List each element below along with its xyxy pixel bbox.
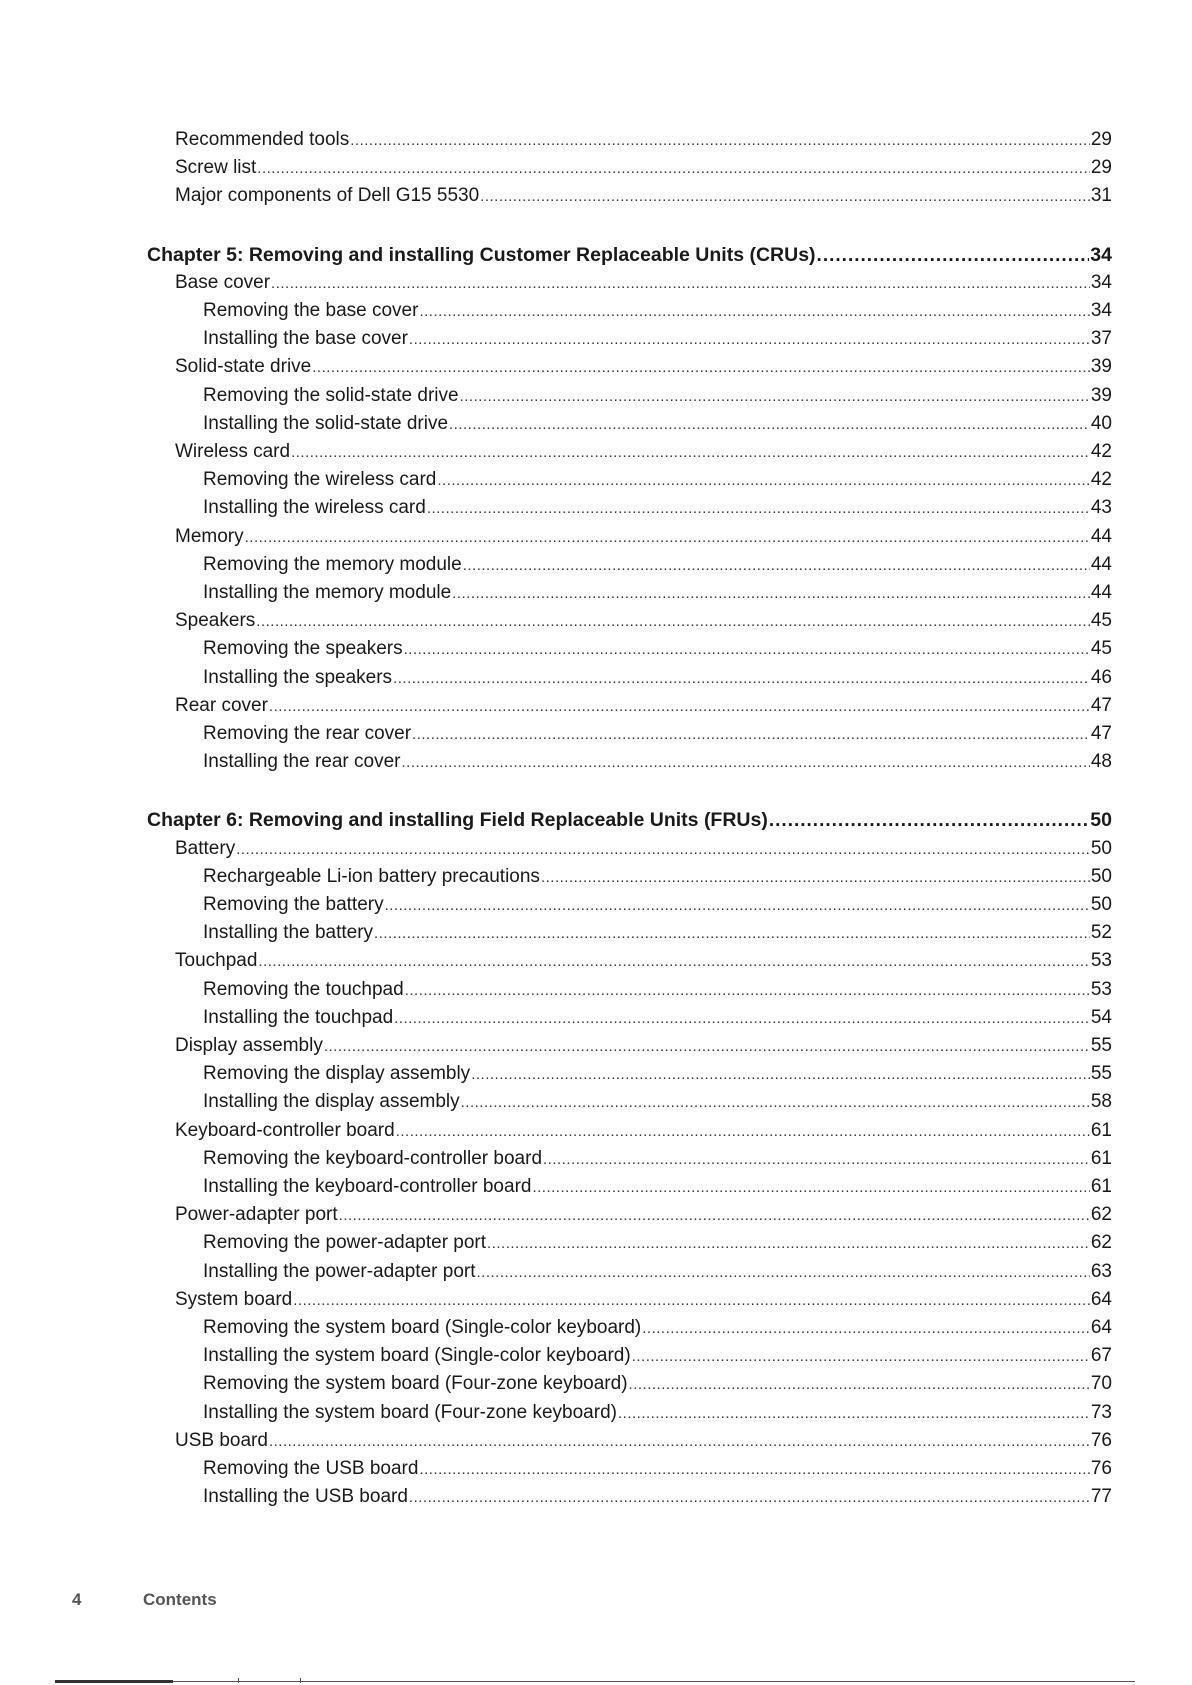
toc-dot-leader — [269, 693, 1090, 721]
toc-entry-label: Removing the display assembly — [203, 1063, 471, 1085]
toc-entry[interactable] — [203, 1258, 1112, 1287]
toc-dot-leader — [269, 1428, 1090, 1456]
toc-entry-label: Touchpad — [175, 950, 258, 972]
toc-dot-leader — [419, 1456, 1089, 1484]
toc-entry-page-number: 34 — [1090, 271, 1112, 293]
toc-entry[interactable] — [203, 1145, 1112, 1174]
toc-entry-label: Removing the USB board — [203, 1458, 419, 1479]
toc-entry-page-number: 52 — [1090, 922, 1112, 944]
toc-entry[interactable] — [175, 1201, 1112, 1230]
toc-entry[interactable] — [175, 353, 1112, 382]
toc-entry[interactable] — [203, 919, 1112, 948]
toc-entry[interactable] — [175, 182, 1112, 211]
toc-entry[interactable] — [203, 1173, 1112, 1202]
toc-dot-leader — [236, 836, 1090, 864]
toc-entry[interactable] — [175, 947, 1112, 976]
toc-entry[interactable] — [203, 466, 1112, 495]
toc-dot-leader — [350, 127, 1090, 155]
toc-dot-leader — [427, 495, 1090, 523]
footer-section-name: Contents — [143, 1590, 217, 1609]
toc-entry-page-number: 44 — [1090, 582, 1112, 603]
toc-entry[interactable] — [175, 523, 1112, 552]
toc-dot-leader — [543, 1146, 1090, 1174]
toc-entry-page-number: 61 — [1090, 1119, 1112, 1141]
toc-entry[interactable] — [203, 382, 1112, 411]
toc-entry-page-number: 50 — [1090, 809, 1112, 832]
toc-entry-label: Chapter 5: Removing and installing Customer Replaceable Units (CRUs) — [147, 243, 816, 266]
toc-entry-label: System board — [175, 1288, 293, 1310]
toc-dot-leader — [257, 155, 1090, 183]
toc-entry-label: USB board — [175, 1429, 268, 1451]
toc-entry-label: Installing the speakers — [203, 666, 393, 688]
toc-entry-page-number: 50 — [1090, 865, 1112, 887]
toc-entry[interactable] — [203, 579, 1112, 608]
toc-dot-leader — [541, 864, 1090, 892]
toc-dot-leader — [256, 608, 1090, 636]
toc-chapter-entry[interactable] — [147, 241, 1112, 270]
toc-entry-label: Chapter 6: Removing and installing Field Replaceable Units (FRUs) — [147, 809, 768, 832]
toc-entry[interactable] — [203, 863, 1112, 892]
toc-dot-leader — [393, 665, 1090, 693]
toc-entry[interactable] — [203, 976, 1112, 1005]
toc-entry[interactable] — [203, 748, 1112, 777]
toc-entry-label: Memory — [175, 525, 244, 547]
toc-dot-leader — [412, 721, 1090, 749]
toc-entry-page-number: 61 — [1090, 1147, 1112, 1169]
toc-entry-label: Installing the wireless card — [203, 497, 426, 519]
toc-entry-label: Installing the solid-state drive — [203, 412, 449, 434]
toc-entry[interactable] — [203, 1483, 1112, 1512]
toc-entry-page-number: 37 — [1090, 328, 1112, 350]
toc-entry-label: Installing the keyboard-controller board — [203, 1176, 532, 1197]
toc-entry-page-number: 44 — [1090, 525, 1112, 547]
toc-entry-label: Wireless card — [175, 441, 291, 462]
toc-entry[interactable] — [203, 1004, 1112, 1033]
toc-entry[interactable] — [175, 1117, 1112, 1146]
toc-dot-leader — [532, 1174, 1089, 1202]
toc-dot-leader — [339, 1202, 1090, 1230]
toc-dot-leader — [324, 1033, 1090, 1061]
toc-entry-page-number: 76 — [1090, 1429, 1112, 1451]
toc-entry-page-number: 50 — [1090, 837, 1112, 859]
toc-entry-label: Installing the display assembly — [203, 1091, 460, 1113]
toc-entry[interactable] — [175, 1032, 1112, 1061]
toc-entry-page-number: 31 — [1090, 185, 1112, 207]
toc-entry-page-number: 70 — [1090, 1373, 1112, 1395]
toc-entry-label: Installing the USB board — [203, 1486, 408, 1508]
toc-entry-label: Keyboard-controller board — [175, 1119, 395, 1141]
toc-dot-leader — [437, 467, 1089, 495]
toc-entry-label: Installing the battery — [203, 922, 374, 944]
toc-dot-leader — [487, 1230, 1090, 1258]
toc-entry[interactable] — [203, 1370, 1112, 1399]
toc-entry[interactable] — [203, 297, 1112, 326]
toc-entry[interactable] — [175, 607, 1112, 636]
toc-dot-leader — [404, 636, 1090, 664]
toc-entry-page-number: 39 — [1090, 384, 1112, 406]
toc-entry[interactable] — [175, 126, 1112, 155]
toc-entry[interactable] — [203, 1314, 1112, 1343]
toc-dot-leader — [463, 552, 1090, 580]
toc-dot-leader — [452, 580, 1090, 608]
toc-dot-leader — [405, 977, 1090, 1005]
toc-entry-label: Power-adapter port — [175, 1204, 338, 1226]
toc-entry[interactable] — [203, 720, 1112, 749]
toc-entry-page-number: 39 — [1090, 356, 1112, 378]
toc-entry-label: Solid-state drive — [175, 356, 312, 378]
toc-entry-label: Speakers — [175, 610, 256, 632]
toc-entry-label: Screw list — [175, 157, 257, 179]
toc-dot-leader — [461, 1089, 1090, 1117]
toc-entry-page-number: 46 — [1090, 666, 1112, 688]
toc-dot-leader — [632, 1343, 1090, 1371]
toc-entry-page-number: 43 — [1090, 497, 1112, 519]
toc-entry-label: Removing the rear cover — [203, 723, 412, 744]
toc-entry-page-number: 40 — [1090, 412, 1112, 434]
toc-entry-page-number: 58 — [1090, 1091, 1112, 1113]
toc-entry[interactable] — [203, 325, 1112, 354]
toc-entry-label: Removing the keyboard-controller board — [203, 1147, 543, 1169]
toc-entry[interactable] — [203, 1088, 1112, 1117]
footer-rule-tick — [238, 1678, 239, 1683]
toc-entry[interactable] — [175, 1427, 1112, 1456]
toc-dot-leader — [618, 1400, 1090, 1428]
toc-entry-page-number: 54 — [1090, 1006, 1112, 1028]
toc-entry[interactable] — [203, 1399, 1112, 1428]
toc-dot-leader — [477, 1259, 1090, 1287]
toc-dot-leader — [385, 892, 1090, 920]
toc-entry-page-number: 29 — [1090, 129, 1112, 150]
toc-entry-page-number: 44 — [1090, 553, 1112, 575]
toc-dot-leader — [642, 1315, 1090, 1343]
toc-entry-page-number: 73 — [1090, 1401, 1112, 1423]
toc-entry[interactable] — [203, 1060, 1112, 1089]
toc-dot-leader — [402, 749, 1090, 777]
toc-entry-label: Major components of Dell G15 5530 — [175, 185, 480, 207]
toc-entry-label: Installing the base cover — [203, 328, 408, 350]
toc-entry-page-number: 34 — [1090, 243, 1112, 266]
toc-entry-page-number: 62 — [1090, 1232, 1112, 1254]
toc-entry[interactable] — [175, 438, 1112, 467]
toc-dot-leader — [629, 1371, 1090, 1399]
toc-entry-page-number: 76 — [1090, 1458, 1112, 1479]
toc-entry-label: Recommended tools — [175, 129, 350, 150]
toc-entry-label: Rear cover — [175, 694, 268, 716]
toc-dot-leader — [271, 270, 1090, 298]
toc-entry-label: Battery — [175, 837, 236, 859]
toc-entry-label: Removing the solid-state drive — [203, 384, 459, 406]
toc-entry-page-number: 29 — [1090, 157, 1112, 179]
toc-dot-leader — [293, 1287, 1090, 1315]
toc-chapter-entry[interactable] — [147, 806, 1112, 835]
footer-rule-tick — [300, 1678, 301, 1683]
toc-entry-page-number: 48 — [1090, 751, 1112, 773]
toc-entry-label: Removing the memory module — [203, 553, 462, 575]
toc-entry-label: Display assembly — [175, 1035, 323, 1056]
toc-entry-label: Installing the rear cover — [203, 751, 401, 773]
toc-dot-leader — [396, 1118, 1090, 1146]
toc-entry-label: Rechargeable Li-ion battery precautions — [203, 865, 540, 887]
toc-entry-label: Removing the touchpad — [203, 978, 404, 1000]
toc-entry-label: Removing the system board (Single-color keyboard) — [203, 1317, 642, 1338]
toc-entry[interactable] — [175, 692, 1112, 721]
toc-entry-page-number: 53 — [1090, 978, 1112, 1000]
toc-entry[interactable] — [203, 410, 1112, 439]
toc-entry-page-number: 42 — [1090, 469, 1112, 491]
toc-entry[interactable] — [175, 835, 1112, 864]
toc-dot-leader — [460, 383, 1090, 411]
toc-entry-page-number: 64 — [1090, 1288, 1112, 1310]
toc-dot-leader — [769, 807, 1089, 835]
toc-entry-label: Removing the system board (Four-zone keyboard) — [203, 1373, 628, 1395]
toc-dot-leader — [409, 1484, 1090, 1512]
toc-entry-label: Base cover — [175, 271, 271, 293]
toc-entry-label: Removing the power-adapter port — [203, 1232, 487, 1254]
toc-entry[interactable] — [203, 635, 1112, 664]
toc-entry-label: Removing the base cover — [203, 300, 419, 321]
toc-dot-leader — [817, 242, 1090, 270]
toc-dot-leader — [312, 354, 1090, 382]
toc-dot-leader — [374, 920, 1090, 948]
toc-entry-page-number: 50 — [1090, 894, 1112, 915]
footer-rule — [55, 1681, 1135, 1682]
footer-page-number: 4 — [72, 1590, 82, 1609]
toc-entry-label: Installing the system board (Four-zone keyboard) — [203, 1401, 617, 1423]
toc-entry-page-number: 47 — [1090, 723, 1112, 744]
toc-dot-leader — [258, 948, 1089, 976]
toc-entry[interactable] — [203, 1455, 1112, 1484]
toc-entry[interactable] — [203, 494, 1112, 523]
toc-dot-leader — [471, 1061, 1090, 1089]
toc-entry-page-number: 55 — [1090, 1063, 1112, 1085]
toc-dot-leader — [419, 298, 1089, 326]
toc-dot-leader — [449, 411, 1090, 439]
toc-dot-leader — [291, 439, 1090, 467]
toc-entry[interactable] — [175, 1286, 1112, 1315]
toc-entry-label: Removing the wireless card — [203, 469, 437, 491]
toc-entry-page-number: 55 — [1090, 1035, 1112, 1056]
toc-entry-page-number: 61 — [1090, 1176, 1112, 1197]
toc-entry-page-number: 47 — [1090, 694, 1112, 716]
toc-entry-page-number: 45 — [1090, 610, 1112, 632]
toc-entry[interactable] — [203, 551, 1112, 580]
toc-entry-label: Installing the memory module — [203, 582, 452, 603]
toc-entry-page-number: 42 — [1090, 441, 1112, 462]
toc-entry[interactable] — [203, 1229, 1112, 1258]
toc-entry-page-number: 63 — [1090, 1260, 1112, 1282]
toc-entry-page-number: 53 — [1090, 950, 1112, 972]
toc-entry[interactable] — [203, 664, 1112, 693]
toc-dot-leader — [394, 1005, 1090, 1033]
toc-dot-leader — [245, 524, 1090, 552]
toc-dot-leader — [480, 183, 1090, 211]
toc-entry-page-number: 77 — [1090, 1486, 1112, 1508]
toc-entry-page-number: 34 — [1090, 300, 1112, 321]
toc-dot-leader — [409, 326, 1090, 354]
toc-entry[interactable] — [203, 1342, 1112, 1371]
toc-entry-label: Installing the power-adapter port — [203, 1260, 476, 1282]
toc-entry[interactable] — [203, 891, 1112, 920]
toc-entry-page-number: 62 — [1090, 1204, 1112, 1226]
toc-entry-page-number: 64 — [1090, 1317, 1112, 1338]
toc-entry[interactable] — [175, 269, 1112, 298]
toc-entry[interactable] — [175, 154, 1112, 183]
toc-entry-page-number: 67 — [1090, 1345, 1112, 1367]
footer-rule-accent — [55, 1680, 173, 1683]
toc-entry-label: Removing the speakers — [203, 638, 403, 660]
toc-entry-label: Installing the system board (Single-color keyboard) — [203, 1345, 631, 1367]
toc-entry-page-number: 45 — [1090, 638, 1112, 660]
toc-entry-label: Installing the touchpad — [203, 1006, 394, 1028]
toc-entry-label: Removing the battery — [203, 894, 384, 915]
